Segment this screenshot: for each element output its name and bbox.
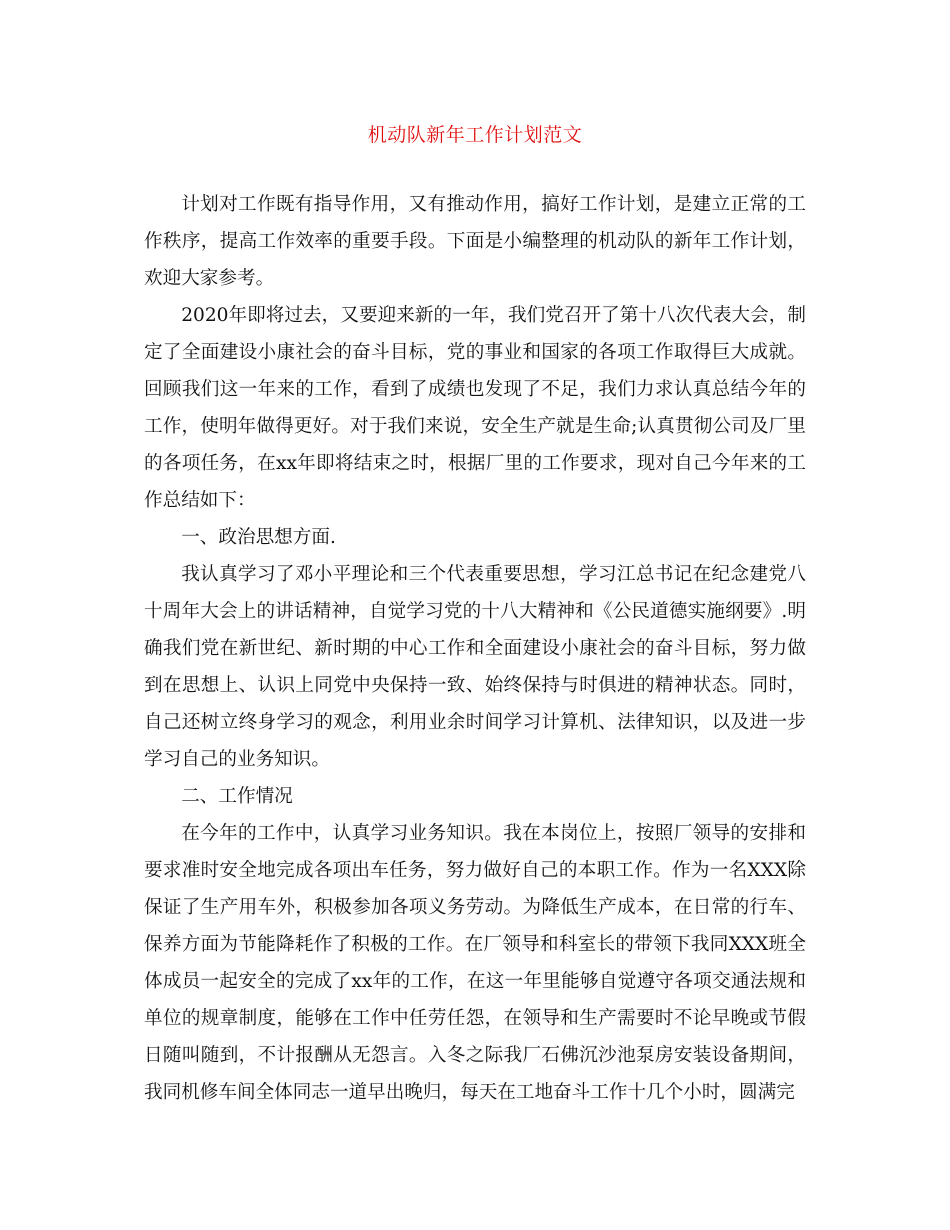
paragraph-summary: 2020年即将过去，又要迎来新的一年，我们党召开了第十八次代表大会，制定了全面建设小康社会的奋斗目标，党的事业和国家的各项工作取得巨大成就。回顾我们这一年来的工作，看到了成绩也发现了不足，我们力求认真总结今年的工作，使明年做得更好。对于我们来说，安全生产就是生命;认真贯彻公司及厂里的各项任务，在xx年即将结束之时，根据厂里的工作要求，现对自己今年来的工作总结如下： [144,305,806,511]
paragraph-politics: 我认真学习了邓小平理论和三个代表重要思想，学习江总书记在纪念建党八十周年大会上的讲话精神，自觉学习党的十八大精神和《公民道德实施纲要》.明确我们党在新世纪、新时期的中心工作和全面建设小康社会的奋斗目标，努力做到在思想上、认识上同党中央保持一致、始终保持与时俱进的精神状态。同时，自己还树立终身学习的观念，利用业余时间学习计算机、法律知识，以及进一步学习自己的业务知识。 [144,564,806,770]
document-body [144,186,806,1111]
section-heading-work: 二、工作情况 [181,786,293,807]
document-title: 机动队新年工作计划范文 [367,124,583,146]
section-heading-politics: 一、政治思想方面. [181,527,336,548]
paragraph-work: 在今年的工作中，认真学习业务知识。我在本岗位上，按照厂领导的安排和要求准时安全地完成各项出车任务，努力做好自己的本职工作。作为一名XXX除保证了生产用车外，积极参加各项义务劳动。为降低生产成本，在日常的行车、保养方面为节能降耗作了积极的工作。在厂领导和科室长的带领下我同XXX班全体成员一起安全的完成了xx年的工作，在这一年里能够自觉遵守各项交通法规和单位的规章制度，能够在工作中任劳任怨，在领导和生产需要时不论早晚或节假日随叫随到，不计报酬从无怨言。入冬之际我厂石佛沉沙池泵房安装设备期间，我同机修车间全体同志一道早出晚归，每天在工地奋斗工作十几个小时，圆满完 [144,823,806,1103]
paragraph-intro: 计划对工作既有指导作用，又有推动作用，搞好工作计划，是建立正常的工作秩序，提高工作效率的重要手段。下面是小编整理的机动队的新年工作计划，欢迎大家参考。 [144,194,806,289]
